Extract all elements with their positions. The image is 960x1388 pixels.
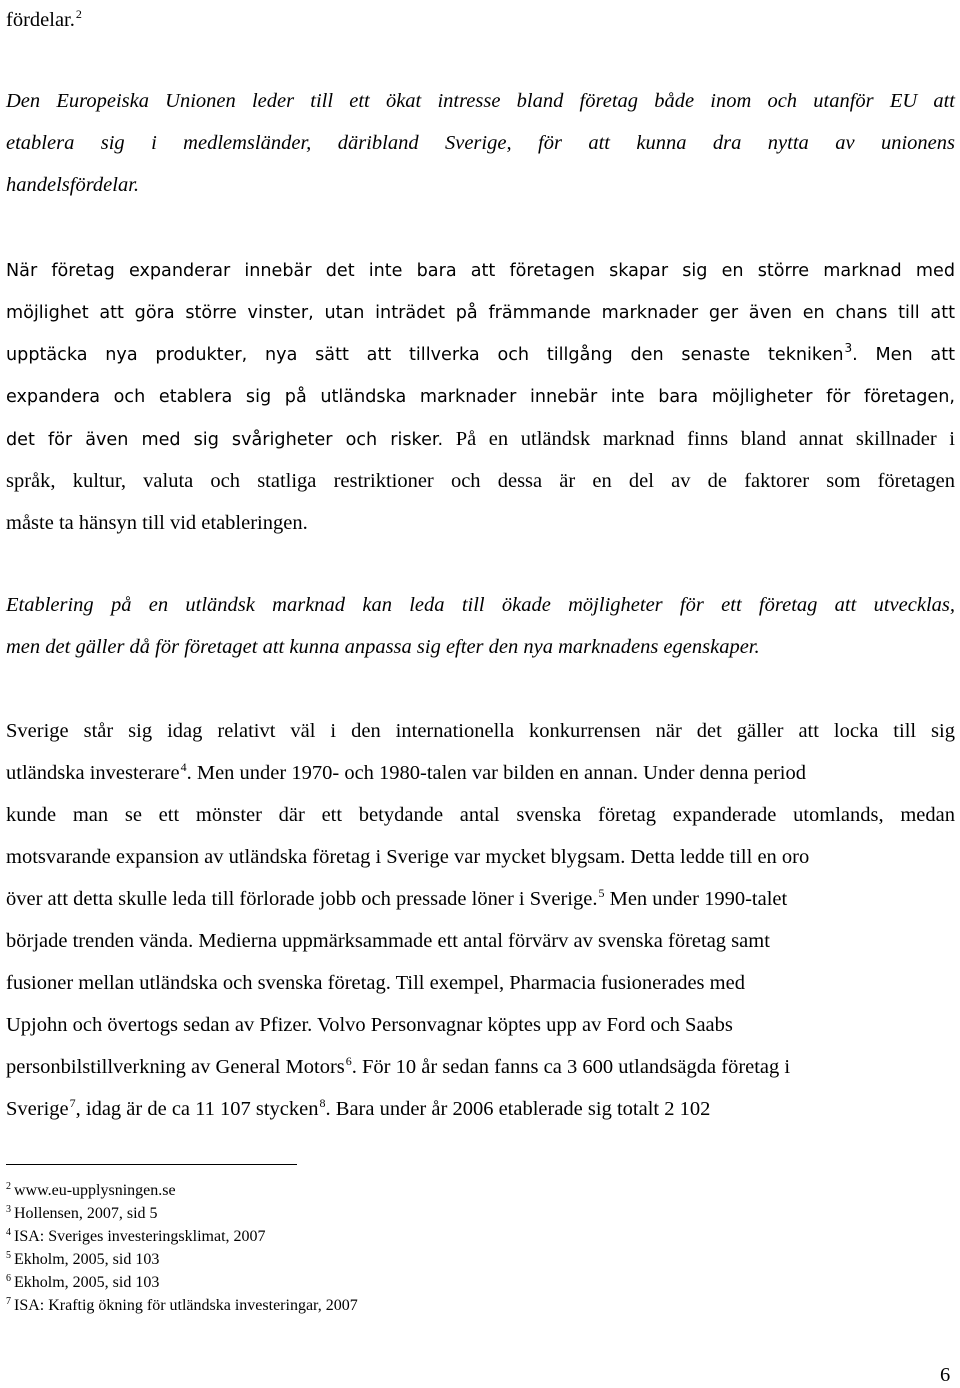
footnote-ref: 8 <box>319 1096 326 1110</box>
footnote-number: 3 <box>6 1204 11 1215</box>
paragraph-line: började trenden vända. Medierna uppmärksammade ett antal förvärv av svenska företag samt <box>6 930 770 952</box>
paragraph-line: kunde man se ett mönster där ett betydande antal svenska företag expanderade utomlands, medan <box>6 804 955 826</box>
paragraph-line: upptäcka nya produkter, nya sätt att tillverka och tillgång den senaste tekniken$^3$. Men att <box>6 341 955 365</box>
footnote-text: Hollensen, 2007, sid 5 <box>14 1205 158 1222</box>
paragraph-line: expandera och etablera sig på utländska marknader innebär inte bara möjligheter för företagen, <box>6 387 955 407</box>
footnote-number: 7 <box>6 1296 11 1307</box>
footnote-ref: 5 <box>598 886 605 900</box>
paragraph-line: det för även med sig svårigheter och risker. På en utländsk marknad finns bland annat skillnader i <box>6 428 955 450</box>
paragraph-line: över att detta skulle leda till förlorade jobb och pressade löner i Sverige.$^5$ Men under 1990-talet <box>6 886 788 910</box>
paragraph-line: Sverige står sig idag relativt väl i den internationella konkurrensen när det gäller att locka till sig <box>6 720 955 742</box>
footnote-text: ISA: Sveriges investeringsklimat, 2007 <box>14 1228 266 1245</box>
footnote-ref: 4 <box>180 760 187 774</box>
footnote <box>6 1296 358 1316</box>
paragraph-line: utländska investerare$^4$. Men under 1970- och 1980-talen var bilden en annan. Under denna period <box>6 760 806 784</box>
header-fragment <box>6 8 955 32</box>
footnote-number: 4 <box>6 1227 11 1238</box>
paragraph-line: handelsfördelar. <box>6 174 140 196</box>
paragraph-line: måste ta hänsyn till vid etableringen. <box>6 512 308 534</box>
footnote-ref: 7 <box>69 1096 76 1110</box>
paragraph-line: Etablering på en utländsk marknad kan leda till ökade möjligheter för ett företag att utvecklas, <box>6 594 955 616</box>
footnote-text: Ekholm, 2005, sid 103 <box>14 1251 160 1268</box>
paragraph-line: personbilstillverkning av General Motors$^6$. För 10 år sedan fanns ca 3 600 utlandsägda företag i <box>6 1054 791 1078</box>
footnote-ref: 6 <box>345 1054 352 1068</box>
paragraph-line: men det gäller då för företaget att kunna anpassa sig efter den nya marknadens egenskaper. <box>6 636 760 658</box>
footnote-number: 2 <box>6 1181 11 1192</box>
paragraph-line: Den Europeiska Unionen leder till ett ökat intresse bland företag både inom och utanför EU att <box>6 90 955 112</box>
footnote-text: www.eu-upplysningen.se <box>14 1182 176 1199</box>
footnote-number: 6 <box>6 1273 11 1284</box>
footnote <box>6 1250 159 1270</box>
paragraph-line: Upjohn och övertogs sedan av Pfizer. Volvo Personvagnar köptes upp av Ford och Saabs <box>6 1014 733 1036</box>
footnote <box>6 1227 266 1247</box>
footnote-text: ISA: Kraftig ökning för utländska investeringar, 2007 <box>14 1297 358 1314</box>
paragraph-line: fusioner mellan utländska och svenska företag. Till exempel, Pharmacia fusionerades med <box>6 972 745 994</box>
paragraph-line: språk, kultur, valuta och statliga restriktioner och dessa är en del av de faktorer som företagen <box>6 470 955 492</box>
paragraph-line: möjlighet att göra större vinster, utan inträdet på främmande marknader ger även en chans till att <box>6 303 955 323</box>
fragment-text: fördelar. <box>6 9 75 31</box>
paragraph-line: motsvarande expansion av utländska företag i Sverige var mycket blygsam. Detta ledde till en oro <box>6 846 810 868</box>
footnote <box>6 1181 176 1201</box>
footnote-separator <box>6 1164 297 1165</box>
footnote-ref: 3 <box>844 341 853 355</box>
footnote-ref: 2 <box>75 7 82 21</box>
footnote <box>6 1204 158 1224</box>
paragraph-line: När företag expanderar innebär det inte bara att företagen skapar sig en större marknad med <box>6 261 955 281</box>
footnote <box>6 1273 159 1293</box>
footnote-number: 5 <box>6 1250 11 1261</box>
paragraph-line: Sverige$^7$, idag är de ca 11 107 stycken$^8$. Bara under år 2006 etablerade sig totalt 2 102 <box>6 1096 711 1120</box>
footnote-text: Ekholm, 2005, sid 103 <box>14 1274 160 1291</box>
paragraph-line: etablera sig i medlemsländer, däribland Sverige, för att kunna dra nytta av unionens <box>6 132 955 154</box>
page-number: 6 <box>940 1364 951 1386</box>
